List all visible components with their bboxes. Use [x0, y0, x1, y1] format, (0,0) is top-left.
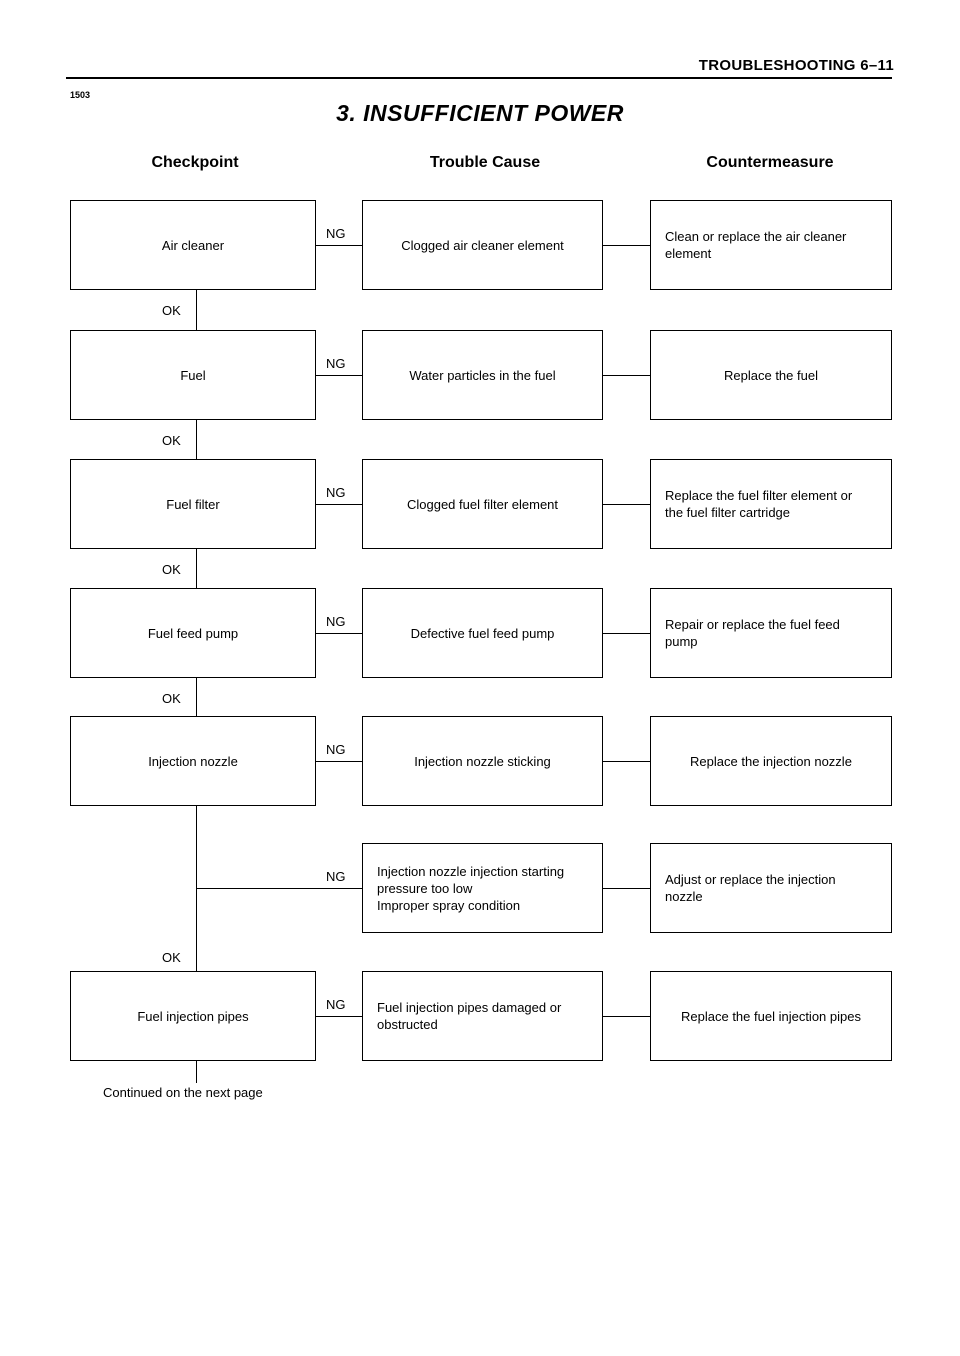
cause-to-countermeasure-connector — [603, 633, 650, 634]
trouble-cause-box — [362, 330, 603, 420]
ng-connector — [316, 504, 362, 505]
ng-connector — [316, 633, 362, 634]
trouble-cause-box — [362, 200, 603, 290]
checkpoint-label: Fuel — [180, 367, 206, 383]
ng-connector — [316, 1016, 362, 1017]
countermeasure-box — [650, 971, 892, 1061]
checkpoint-box — [70, 971, 316, 1061]
cause-to-countermeasure-connector — [603, 761, 650, 762]
checkpoint-label: Fuel filter — [166, 496, 220, 512]
countermeasure-box — [650, 716, 892, 806]
countermeasure-box — [650, 588, 892, 678]
trouble-cause-label: Water particles in the fuel — [409, 367, 556, 383]
section-header: TROUBLESHOOTING 6–11 — [698, 57, 894, 74]
countermeasure-label: Adjust or replace the injection nozzle — [665, 872, 836, 904]
ok-label: OK — [162, 950, 181, 965]
cause-to-countermeasure-connector — [603, 504, 650, 505]
trouble-cause-label: Defective fuel feed pump — [410, 625, 555, 641]
trouble-cause-box — [362, 459, 603, 549]
trouble-cause-label: Injection nozzle injection starting pressure too low Improper spray condition — [377, 863, 565, 913]
ng-label: NG — [326, 356, 346, 371]
checkpoint-box — [70, 330, 316, 420]
checkpoint-box — [70, 588, 316, 678]
column-heading-countermeasure: Countermeasure — [706, 154, 834, 171]
checkpoint-label: Fuel feed pump — [147, 625, 239, 641]
countermeasure-label: Clean or replace the air cleaner element — [665, 229, 847, 261]
cause-to-countermeasure-connector — [603, 1016, 650, 1017]
ng-connector — [316, 245, 362, 246]
ok-connector — [196, 290, 197, 330]
ng-label: NG — [326, 614, 346, 629]
footer-note: Continued on the next page — [103, 1085, 263, 1100]
countermeasure-label: Replace the fuel — [724, 367, 818, 383]
ng-connector — [196, 888, 362, 889]
cause-to-countermeasure-connector — [603, 888, 650, 889]
checkpoint-box — [70, 716, 316, 806]
ok-label: OK — [162, 562, 181, 577]
cause-to-countermeasure-connector — [603, 375, 650, 376]
ok-label: OK — [162, 691, 181, 706]
ng-label: NG — [326, 869, 346, 884]
countermeasure-label: Replace the fuel filter element or the fuel filter cartridge — [665, 488, 853, 520]
ok-connector — [196, 678, 197, 716]
checkpoint-label: Air cleaner — [161, 237, 225, 253]
trouble-cause-label: Injection nozzle sticking — [414, 753, 551, 769]
trouble-cause-box — [362, 971, 603, 1061]
countermeasure-box — [650, 459, 892, 549]
ok-label: OK — [162, 303, 181, 318]
ng-label: NG — [326, 997, 346, 1012]
page-title: 3. INSUFFICIENT POWER — [336, 100, 624, 126]
trouble-cause-label: Clogged fuel filter element — [406, 496, 559, 512]
ng-connector — [316, 375, 362, 376]
cause-to-countermeasure-connector — [603, 245, 650, 246]
ok-label: OK — [162, 433, 181, 448]
countermeasure-label: Replace the injection nozzle — [690, 753, 852, 769]
countermeasure-box — [650, 200, 892, 290]
ok-connector — [196, 420, 197, 459]
checkpoint-box — [70, 459, 316, 549]
header-rule — [66, 77, 892, 79]
column-heading-checkpoint: Checkpoint — [151, 154, 239, 171]
trouble-cause-box — [362, 716, 603, 806]
ng-label: NG — [326, 742, 346, 757]
ok-connector — [196, 549, 197, 588]
ng-label: NG — [326, 226, 346, 241]
trouble-cause-label: Clogged air cleaner element — [401, 237, 564, 253]
checkpoint-box — [70, 200, 316, 290]
trouble-cause-label: Fuel injection pipes damaged or obstructed — [377, 1000, 562, 1032]
continuation-connector — [196, 1061, 197, 1083]
checkpoint-label: Fuel injection pipes — [137, 1008, 249, 1024]
countermeasure-label: Replace the fuel injection pipes — [681, 1008, 861, 1024]
column-heading-cause: Trouble Cause — [429, 154, 541, 171]
ng-connector — [316, 761, 362, 762]
ng-label: NG — [326, 485, 346, 500]
page-code: 1503 — [70, 90, 91, 100]
countermeasure-label: Repair or replace the fuel feed pump — [665, 617, 840, 649]
trouble-cause-box — [362, 843, 603, 933]
countermeasure-box — [650, 330, 892, 420]
ok-connector — [196, 806, 197, 971]
countermeasure-box — [650, 843, 892, 933]
checkpoint-label: Injection nozzle — [148, 753, 238, 769]
trouble-cause-box — [362, 588, 603, 678]
